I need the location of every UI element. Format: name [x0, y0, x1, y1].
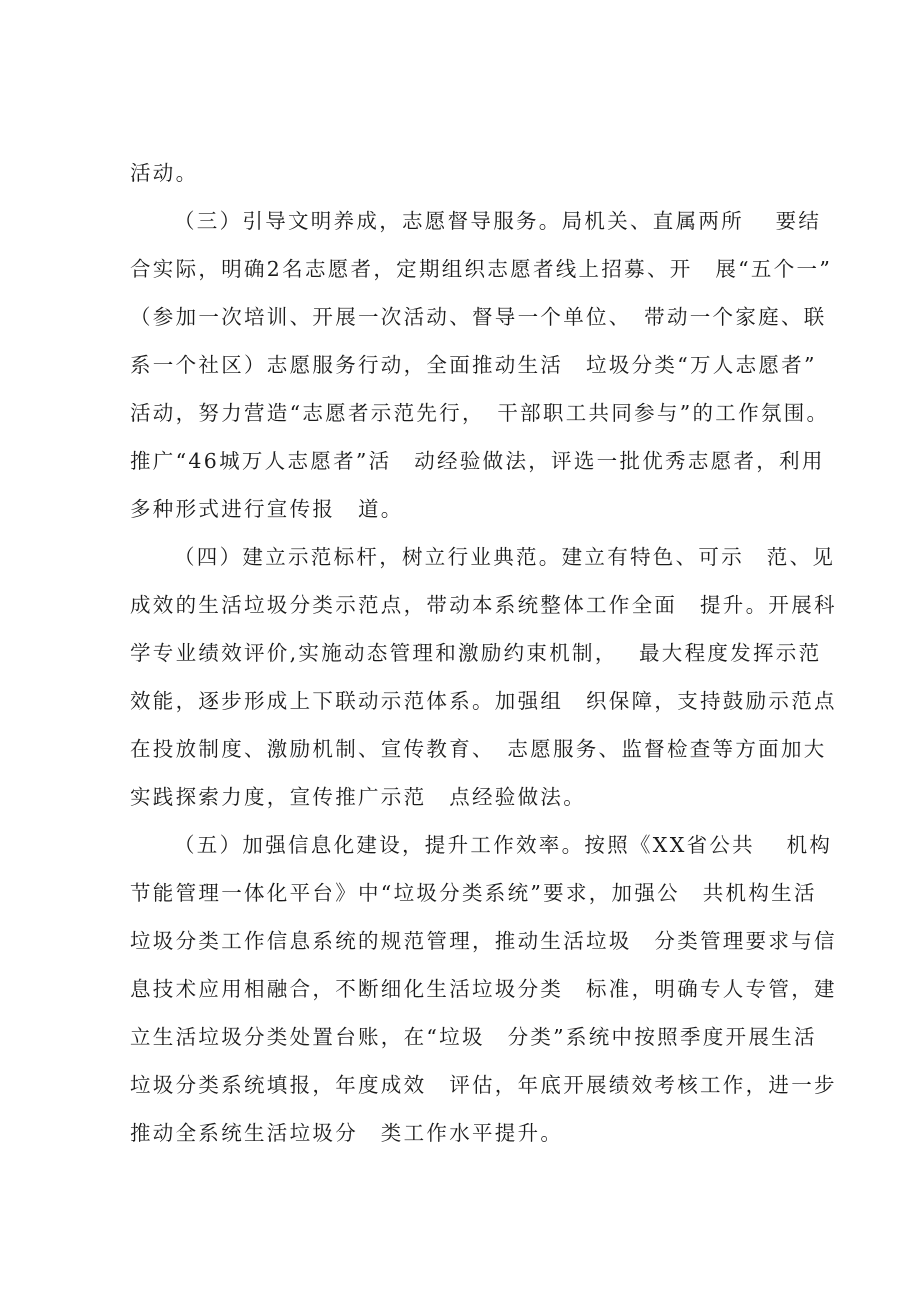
text-line: （参加一次培训、开展一次活动、督导一个单位、 带动一个家庭、联	[130, 305, 827, 329]
text-line: 效能，逐步形成上下联动示范体系。加强组 织保障，支持鼓励示范点	[130, 689, 837, 713]
text-line: 在投放制度、激励机制、宣传教育、 志愿服务、监督检查等方面加大	[130, 737, 827, 761]
text-line: 合实际，明确2名志愿者，定期组织志愿者线上招募、开 展“五个一”	[130, 257, 833, 281]
text-line: 立生活垃圾分类处置台账，在“垃圾 分类”系统中按照季度开展生活	[130, 1025, 817, 1049]
paragraph-3-heading-line: （三）引导文明养成，志愿督导服务。局机关、直属两所 要结	[174, 209, 822, 233]
text-line: 学专业绩效评价,实施动态管理和激励约束机制， 最大程度发挥示范	[130, 641, 822, 665]
text-line: 系一个社区）志愿服务行动，全面推动生活 垃圾分类“万人志愿者”	[130, 353, 817, 377]
paragraph-4-heading-line: （四）建立示范标杆，树立行业典范。建立有特色、可示 范、见	[174, 545, 836, 569]
text-line: 节能管理一体化平台》中“垃圾分类系统”要求，加强公 共机构生活	[130, 881, 817, 905]
text-line: 推动全系统生活垃圾分 类工作水平提升。	[130, 1121, 564, 1145]
text-line: 多种形式进行宣传报 道。	[130, 497, 404, 521]
text-line: 活动。	[130, 161, 199, 185]
text-line: 息技术应用相融合，不断细化生活垃圾分类 标准，明确专人专管，建	[130, 977, 837, 1001]
text-line: 活动，努力营造“志愿者示范先行， 干部职工共同参与”的工作氛围。	[130, 401, 830, 425]
text-line: 推广“46城万人志愿者”活 动经验做法，评选一批优秀志愿者，利用	[130, 449, 825, 473]
text-line: 实践探索力度，宣传推广示范 点经验做法。	[130, 785, 586, 809]
text-line: 垃圾分类系统填报，年度成效 评估，年底开展绩效考核工作，进一步	[130, 1073, 837, 1097]
text-line: 垃圾分类工作信息系统的规范管理，推动生活垃圾 分类管理要求与信	[130, 929, 837, 953]
paragraph-5-heading-line: （五）加强信息化建设，提升工作效率。按照《XX省公共 机构	[174, 833, 833, 857]
text-line: 成效的生活垃圾分类示范点，带动本系统整体工作全面 提升。开展科	[130, 593, 837, 617]
